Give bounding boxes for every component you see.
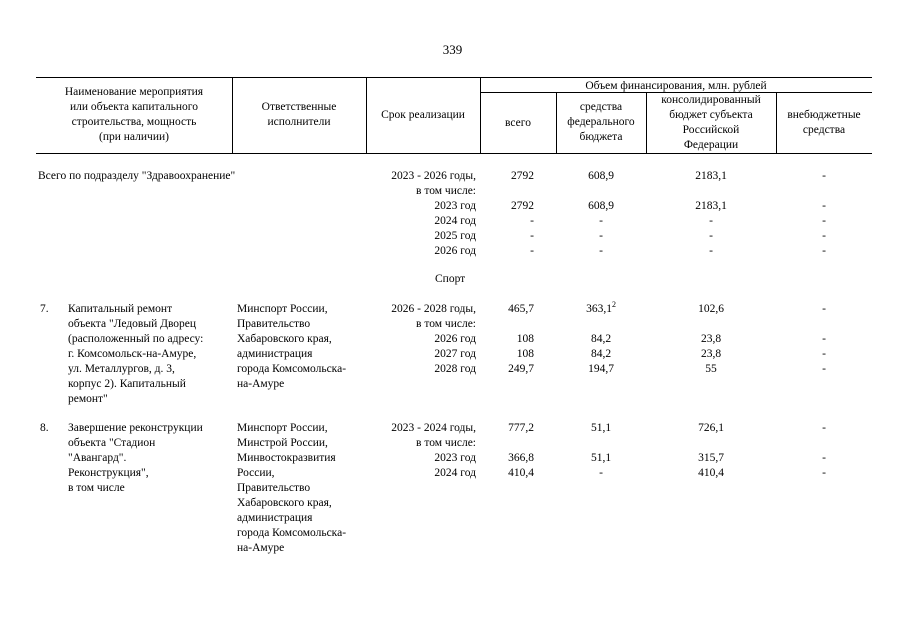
- summary-label: Всего по подразделу "Здравоохранение": [38, 170, 236, 182]
- summary-periods: 2023 - 2026 годы, в том числе: 2023 год 2024 год 2025 год 2026 год: [391, 170, 476, 257]
- section-title: Спорт: [435, 273, 466, 285]
- page-number: 339: [442, 42, 463, 57]
- header-financing-group: Объем финансирования, млн. рублей: [585, 80, 767, 92]
- row-federal: 363,1$^2$ 84,2 84,2 194,7: [586, 300, 616, 375]
- row-periods: 2026 - 2028 годы, в том числе: 2026 год 2027 год 2028 год: [391, 303, 476, 375]
- row-name: Завершение реконструкции объекта "Стадион "Авангард". Реконструкция", в том числе: [68, 422, 203, 494]
- header-name-column: Наименование мероприятия или объекта капитального строительства, мощность (при наличии): [64, 86, 204, 143]
- header-extrabudget-column: внебюджетные средства: [787, 109, 861, 136]
- row-number: 7.: [40, 303, 49, 315]
- header-federal-column: средства федерального бюджета: [567, 101, 635, 143]
- summary-extrabudget: - - - - -: [822, 170, 826, 257]
- summary-consolidated: 2183,1 2183,1 - - -: [695, 170, 727, 257]
- header-total-column: всего: [505, 117, 531, 129]
- row-extrabudget: - - -: [822, 422, 826, 479]
- row-total: 777,2 366,8 410,4: [508, 422, 534, 479]
- row-executors: Минспорт России, Правительство Хабаровского края, администрация города Комсомольска- на-Амуре: [237, 303, 347, 390]
- row-name: Капитальный ремонт объекта "Ледовый Дворец (расположенный по адресу: г. Комсомольск-на-Амуре, ул. Металлургов, д. 3, корпус 2). Капитальный ремонт": [68, 303, 204, 405]
- header-consolidated-column: консолидированный бюджет субъекта Российской Федерации: [661, 94, 761, 151]
- row-consolidated: 726,1 315,7 410,4: [698, 422, 724, 479]
- row-extrabudget: - - - -: [822, 303, 826, 375]
- row-number: 8.: [40, 422, 49, 434]
- row-total: 465,7 108 108 249,7: [508, 303, 534, 375]
- summary-total: 2792 2792 - - -: [511, 170, 534, 257]
- header-period-column: Срок реализации: [381, 109, 465, 121]
- summary-federal: 608,9 608,9 - - -: [588, 170, 614, 257]
- header-executors-column: Ответственные исполнители: [261, 101, 337, 128]
- row-periods: 2023 - 2024 годы, в том числе: 2023 год 2024 год: [391, 422, 476, 479]
- footnote-mark: 2: [611, 300, 616, 310]
- row-consolidated: 102,6 23,8 23,8 55: [698, 303, 724, 375]
- row-federal: 51,1 51,1 -: [590, 422, 612, 479]
- row-executors: Минспорт России, Минстрой России, Минвостокразвития России, Правительство Хабаровского края, администрация города Комсомольска- на-Амуре: [237, 422, 347, 554]
